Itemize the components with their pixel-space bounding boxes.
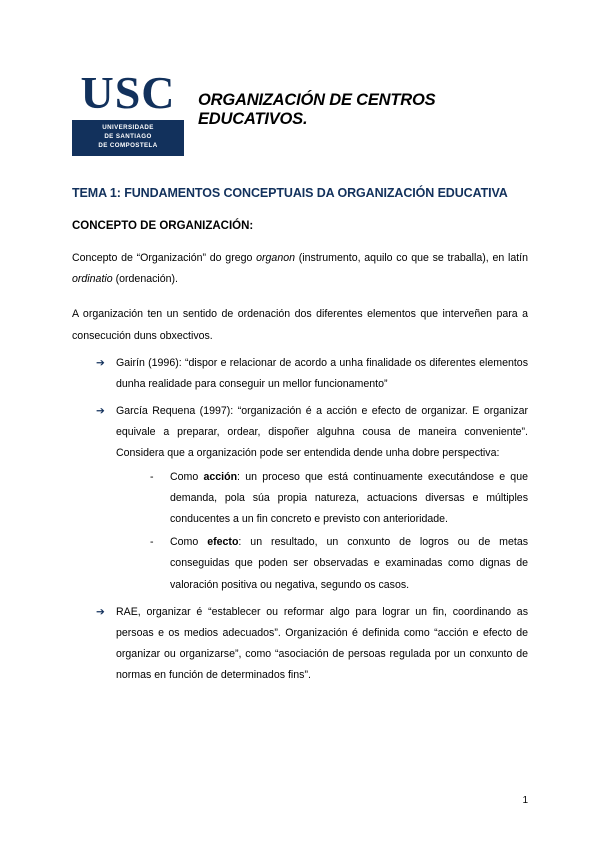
text-run: Concepto de “Organización” do grego bbox=[72, 251, 257, 264]
document-header bbox=[72, 67, 528, 156]
strong-text: efecto bbox=[207, 536, 239, 549]
sub-list bbox=[116, 467, 528, 596]
usc-logo bbox=[72, 67, 184, 156]
text-run: García Requena (1997): “organización é a acción e efecto de organizar. E organizar equivale a preparar, ordear, dispoñer alguhna cousa de maneira conveniente”. Considera que a organización pode ser entendida dende unha dobre perspectiva: bbox=[116, 405, 528, 460]
sub-list-item bbox=[148, 532, 528, 596]
text-run: : un proceso que está continuamente executándose e que demanda, pola súa propia natureza, actuacions diversas e múltiples conducentes a un fin concreto e previsto con anterioridade. bbox=[170, 470, 528, 526]
emphasis-text: ordinatio bbox=[72, 273, 113, 286]
text-run: A organización ten un sentido de ordenación dos diferentes elementos que interveñen para a consecución duns obxectivos. bbox=[72, 308, 528, 342]
usc-logo-subtitle bbox=[72, 120, 184, 156]
text-run: Gairín (1996): “dispor e relacionar de acordo a unha finalidade os diferentes elementos dunha realidade para conseguir un mellor funcionamento” bbox=[116, 356, 528, 390]
sub-list-item bbox=[148, 467, 528, 531]
text-run: : un resultado, un conxunto de logros ou de metas conseguidas que poden ser observadas e examinadas como dignas de valoración positiva ou negativa, segundo os casos. bbox=[170, 536, 529, 591]
topic-title: TEMA 1: FUNDAMENTOS CONCEPTUAIS DA ORGANIZACIÓN EDUCATIVA bbox=[72, 185, 508, 200]
paragraph bbox=[72, 304, 528, 346]
usc-logo-line-2: DE SANTIAGO bbox=[104, 132, 152, 140]
text-run: (ordenación). bbox=[112, 273, 179, 286]
strong-text: acción bbox=[203, 470, 238, 483]
sub-list-item-text bbox=[170, 471, 528, 525]
section-title: CONCEPTO DE ORGANIZACIÓN: bbox=[72, 219, 254, 232]
text-run: (instrumento, aquilo co que se traballa), en latín bbox=[295, 251, 529, 264]
text-run: Como bbox=[170, 536, 208, 549]
usc-logo-acronym: USC bbox=[80, 67, 176, 118]
document-title: ORGANIZACIÓN DE CENTROS EDUCATIVOS. bbox=[198, 90, 436, 128]
list-item bbox=[96, 353, 528, 395]
arrow-bullet-icon: ➔ bbox=[96, 356, 105, 369]
list-item-text bbox=[116, 357, 528, 390]
dash-bullet-icon: - bbox=[150, 470, 154, 483]
definition-list bbox=[72, 353, 528, 687]
text-run: RAE, organizar é “establecer ou reformar algo para lograr un fin, coordinando as persoas e os medios adecuados”. Organización é definida como “acción e efecto de organizar ou organizarse”, como “asociación de persoas regulada por un conxunto de normas en función de determinados fins”. bbox=[116, 605, 528, 682]
dash-bullet-icon: - bbox=[150, 536, 154, 549]
emphasis-text: organon bbox=[256, 251, 296, 264]
arrow-bullet-icon: ➔ bbox=[96, 405, 105, 418]
arrow-bullet-icon: ➔ bbox=[96, 605, 105, 618]
paragraph bbox=[72, 248, 528, 290]
page-number: 1 bbox=[522, 795, 528, 806]
list-item-text bbox=[116, 405, 528, 459]
list-item bbox=[96, 401, 528, 596]
sub-list-item-text bbox=[170, 536, 528, 590]
list-item-text bbox=[116, 606, 528, 682]
usc-logo-line-3: DE COMPOSTELA bbox=[98, 141, 158, 149]
usc-logo-line-1: UNIVERSIDADE bbox=[102, 124, 154, 131]
list-item bbox=[96, 602, 528, 687]
body-paragraphs bbox=[72, 248, 528, 347]
text-run: Como bbox=[170, 470, 204, 483]
